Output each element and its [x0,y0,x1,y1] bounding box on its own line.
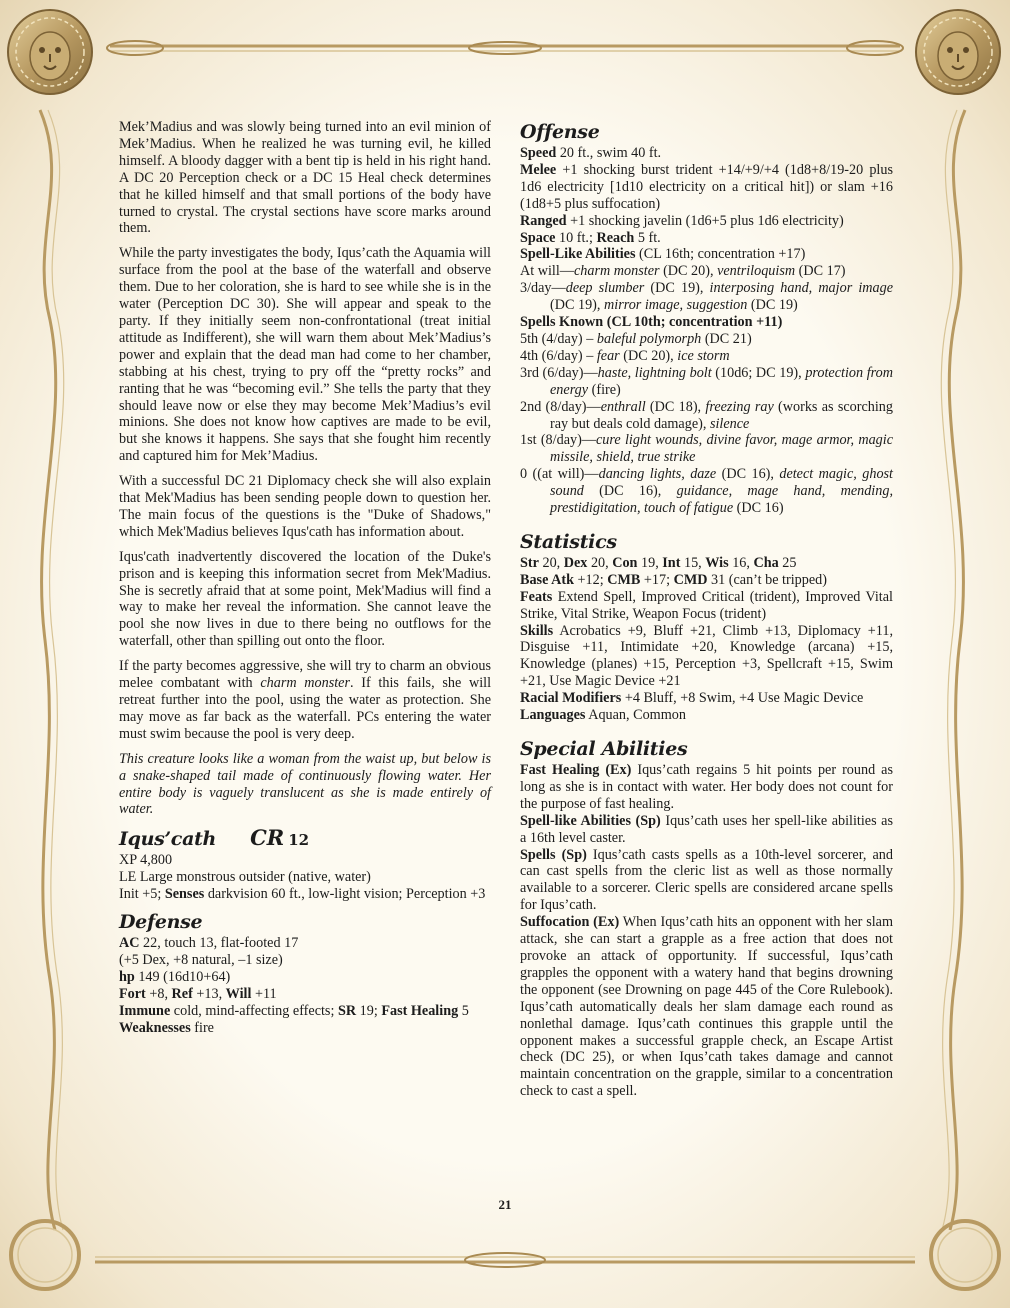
lion-head-icon [4,6,96,98]
ac-mods-line: (+5 Dex, +8 natural, –1 size) [119,951,283,968]
challenge-rating: CR 12 [250,825,310,851]
skills-line: Skills Acrobatics +9, Bluff +21, Climb +13, Diplomacy +11, Disguise +11, Intimidate +20, Knowledge (arcana) +15, Knowledge (planes) +15, Perception +3, Spellcraft +15, Swim +21, Use Magic Device +21 [520,622,893,690]
paragraph: While the party investigates the body, Iqus’cath the Aquamia will surface from the pool at the base of the waterfall and observe them. Due to her coloration, she is hard to see while she is in the water (Perception DC 30). She will appear and speak to the party. If they initially seem non-confrontational (treat initial attitude as Indifferent), she will warn them about Mek’Madius’s power and explain that the dead man had come to her chamber, stabbing at his chest, trying to pry off the “pretty rocks” and ranting that he was “becoming evil.” She tells the party that they should leave now or else they may become Mek’Madius’s evil minions. She does not know how captives are made to be evil, but she knows it happens. She says that she fought him recently and captured him for Mek’Madius. [119,245,491,465]
melee-line: Melee +1 shocking burst trident +14/+9/+4 (1d8+8/19-20 plus 1d6 electricity [1d10 electricity on a critical hit]) or slam +16 (1d8+5 plus suffocation) [520,161,893,212]
xp-line: XP 4,800 [119,852,173,869]
spell-line: 1st (8/day)—cure light wounds, divine favor, mage armor, magic missile, shield, true strike [520,432,893,466]
ability-entry: Suffocation (Ex) When Iqus’cath hits an opponent with her slam attack, she can start a grapple as a free action that does not provoke an attack of opportunity. If successful, Iqus’cath grapples the opponent with a watery hand that begins drowning the opponent (see Drowning on page 445 of the Core Rulebook). Iqus’cath automatically deals her slam damage each round as nonlethal damage. Iqus’cath continues this grapple until the opponent makes a successful grapple check, an Escape Artist check (DC 25), or when Iqus’cath takes damage and cannot maintain concentration on the grapple, similar to a concentration check to cast a spell. [520,914,894,1100]
ability-entry: Spells (Sp) Iqus’cath casts spells as a 10th-level sorcerer, and can cast spells from the cleric list as well as those normally available to a sorcerer. Cleric spells are considered arcane spells for Iqus’cath. [520,846,893,914]
ability-entry: Fast Healing (Ex) Iqus’cath regains 5 hit points per round as long as she is in contact with water. Her body does not count for the purpose of fast healing. [520,762,894,812]
ac-line: AC 22, touch 13, flat-footed 17 [119,935,299,952]
ranged-line: Ranged +1 shocking javelin (1d6+5 plus 1d6 electricity) [520,212,844,229]
init-line: Init +5; Senses darkvision 60 ft., low-light vision; Perception +3 [119,886,486,903]
paragraph: If the party becomes aggressive, she will try to charm an obvious melee combatant with charm monster. If this fails, she will retreat further into the pool, using the water as protection. She may move as far back as the waterfall. PCs entering the water must swim because the pool is very deep. [119,658,492,742]
left-column [119,119,491,1037]
saves-line: Fort +8, Ref +13, Will +11 [119,985,277,1002]
sla-line: Spell-Like Abilities (CL 16th; concentration +17) [520,246,806,263]
page-number: 21 [498,1197,512,1212]
spell-line: 3/day—deep slumber (DC 19), interposing hand, major image (DC 19), mirror image, suggestion (DC 19) [520,280,893,314]
speed-line: Speed 20 ft., swim 40 ft. [520,145,662,161]
spell-line: 0 ((at will)—dancing lights, daze (DC 16), detect magic, ghost sound (DC 16), guidance, mage hand, mending, prestidigitation, touch of fatigue (DC 16) [520,466,893,517]
type-line: LE Large monstrous outsider (native, water) [119,869,371,886]
feats-line: Feats Extend Spell, Improved Critical (trident), Improved Vital Strike, Vital Strike, Weapon Focus (trident) [520,588,893,622]
creature-description: This creature looks like a woman from the waist up, but below is a snake-shaped tail made of continuously flowing water. Her entire body is vaguely translucent as she is made entirely of water. [119,750,491,818]
right-column [520,119,893,1100]
racial-modifiers-line: Racial Modifiers +4 Bluff, +8 Swim, +4 Use Magic Device [520,690,864,707]
lion-head-icon [912,6,1004,98]
spell-line: 4th (6/day) – fear (DC 20), ice storm [520,347,730,364]
immune-line: Immune cold, mind-affecting effects; SR 19; Fast Healing 5 [119,1002,469,1019]
abilities-line: Str 20, Dex 20, Con 19, Int 15, Wis 16, Cha 25 [520,554,797,571]
stat-block-title [119,825,491,851]
spells-known-line: Spells Known (CL 10th; concentration +11) [520,314,783,331]
spell-line: 3rd (6/day)—haste, lightning bolt (10d6; DC 19), protection from energy (fire) [520,364,893,398]
spell-line: At will—charm monster (DC 20), ventriloquism (DC 17) [520,263,846,280]
paragraph: Mek’Madius and was slowly being turned into an evil minion of Mek’Madius. When he realized he was turning evil, he killed himself. A bloody dagger with a bent tip is held in his right hand. A DC 20 Perception check or a DC 15 Heal check determines that he killed himself and that small portions of the body have turned to crystal. The crystal sections have score marks around them. [119,119,491,237]
ability-entry: Spell-like Abilities (Sp) Iqus’cath uses her spell-like abilities as a 16th level caster. [520,812,893,846]
languages-line: Languages Aquan, Common [520,707,686,724]
weaknesses-line: Weaknesses fire [119,1019,214,1036]
defense-heading: Defense [119,911,203,934]
spell-line: 5th (4/day) – baleful polymorph (DC 21) [520,330,752,347]
space-line: Space 10 ft.; Reach 5 ft. [520,229,661,246]
special-abilities-heading: Special Abilities [520,738,688,760]
spell-line: 2nd (8/day)—enthrall (DC 18), freezing ray (works as scorching ray but deals cold damage), silence [520,398,893,432]
combat-line: Base Atk +12; CMB +17; CMD 31 (can’t be tripped) [520,571,827,588]
creature-name: Iqus’cath [119,828,217,851]
hp-line: hp 149 (16d10+64) [119,968,231,985]
offense-heading: Offense [520,121,600,143]
paragraph: Iqus'cath inadvertently discovered the location of the Duke's prison and is keeping this information secret from Mek'Madius. She is secretly afraid that at some point, Mek'Madius will find a way to make her reveal the information. She cannot leave the pool she now lives in due to there being no outflows for the waterfall, other than spilling out onto the floor. [119,548,491,650]
paragraph: With a successful DC 21 Diplomacy check she will also explain that Mek'Madius has been sending people down to question her. The main focus of the questions is the "Duke of Shadows," which Mek'Madius believes Iqus'cath has information about. [119,473,491,540]
statistics-heading: Statistics [520,530,617,553]
